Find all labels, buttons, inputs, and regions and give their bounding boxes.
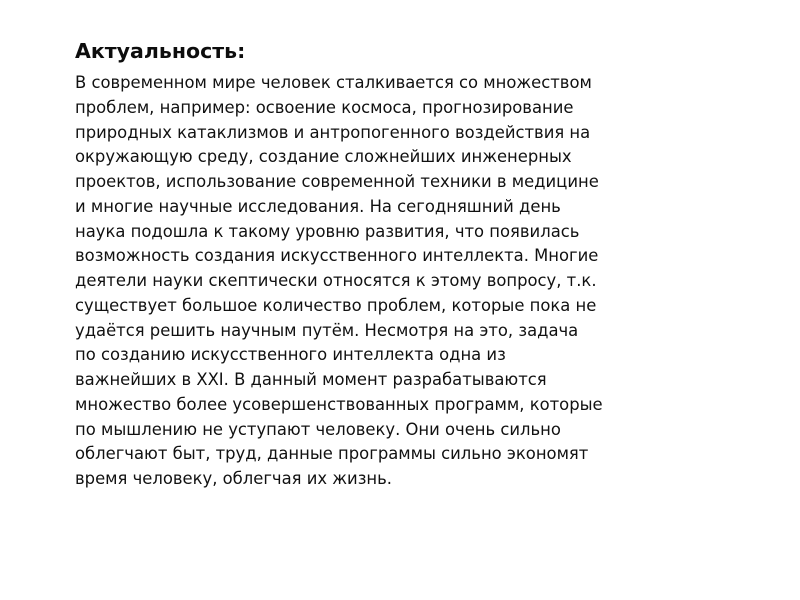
body-line: возможность создания искусственного интеллекта. Многие	[75, 246, 599, 266]
body-line: проектов, использование современной техники в медицине	[75, 172, 599, 191]
body-line: удаётся решить научным путём. Несмотря на это, задача	[75, 320, 579, 340]
body-line: окружающую среду, создание сложнейших инженерных	[75, 147, 572, 167]
body-line: природных катаклизмов и антропогенного воздействия на	[75, 122, 591, 142]
body-line: В современном мире человек сталкивается со множеством	[75, 73, 592, 92]
slide-heading: Актуальность:	[75, 39, 246, 63]
body-line: проблем, например: освоение космоса, прогнозирование	[75, 97, 574, 117]
body-line: наука подошла к такому уровню развития, что появилась	[75, 221, 580, 241]
body-line: множество более усовершенствованных программ, которые	[75, 394, 603, 414]
body-line: важнейших в XXI. В данный момент разрабатываются	[75, 370, 547, 389]
body-line: деятели науки скептически относятся к этому вопросу, т.к.	[75, 271, 597, 290]
body-line: по мышлению не уступают человеку. Они очень сильно	[75, 419, 561, 439]
body-line: существует большое количество проблем, которые пока не	[75, 295, 597, 315]
body-line: и многие научные исследования. На сегодняшний день	[75, 196, 561, 216]
body-line: время человеку, облегчая их жизнь.	[75, 469, 393, 488]
body-line: облегчают быт, труд, данные программы сильно экономят	[75, 444, 589, 464]
slide-body-paragraph	[75, 71, 603, 492]
body-line: по созданию искусственного интеллекта одна из	[75, 345, 506, 365]
